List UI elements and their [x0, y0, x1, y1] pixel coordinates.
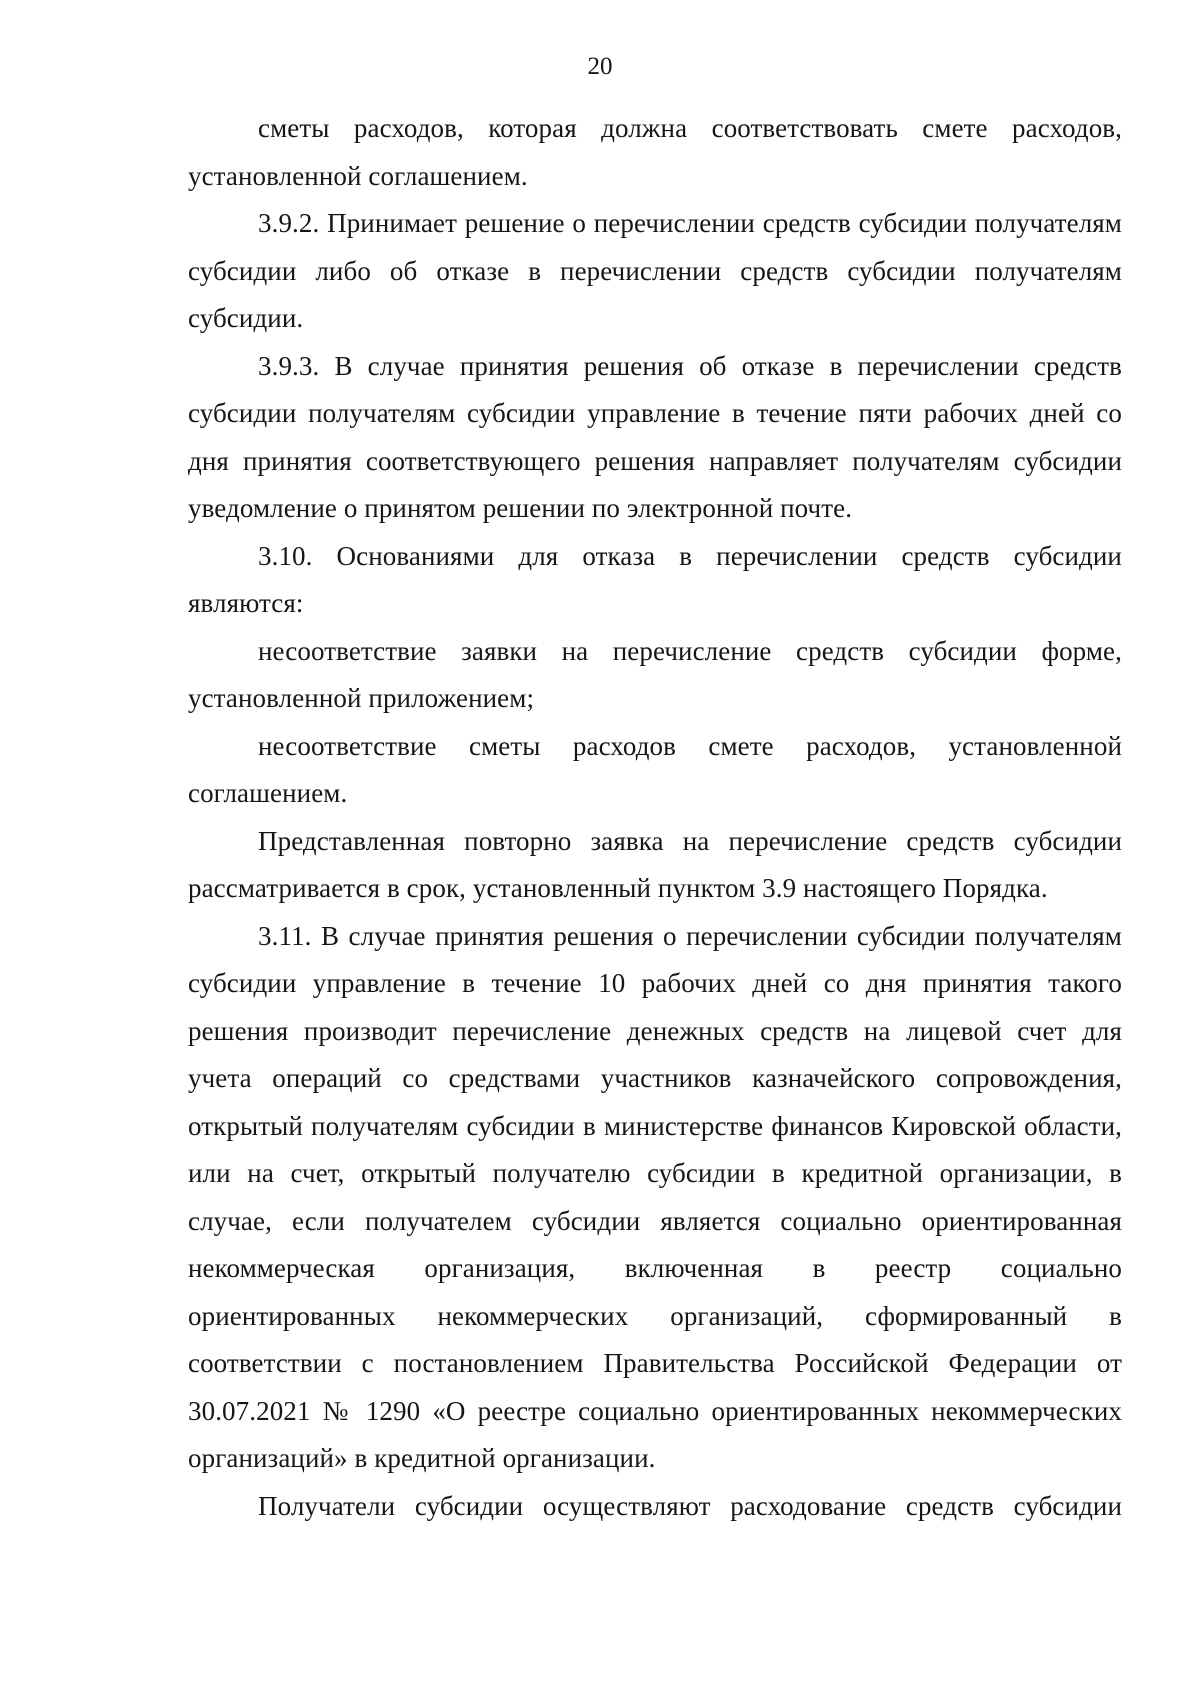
page-number: 20 [587, 53, 613, 80]
paragraph-3-9-2: 3.9.2. Принимает решение о перечислении средств субсидии получателям субсидии либо об отказе в перечислении средств субсидии получателям субсидии. [188, 208, 1122, 333]
paragraph-refusal-ground-estimate: несоответствие сметы расходов смете расходов, установленной соглашением. [188, 730, 1122, 808]
paragraph-estimate-continuation: сметы расходов, которая должна соответствовать смете расходов, установленной соглашением. [188, 113, 1122, 191]
paragraph-refusal-ground-form: несоответствие заявки на перечисление средств субсидии форме, установленной приложением; [188, 635, 1122, 713]
paragraph-spending-start: Получатели субсидии осуществляют расходование средств субсидии [258, 1490, 1122, 1521]
paragraph-resubmission: Представленная повторно заявка на перечисление средств субсидии рассматривается в срок, установленный пунктом 3.9 настоящего Порядка. [188, 825, 1122, 903]
paragraph-3-10: 3.10. Основаниями для отказа в перечислении средств субсидии являются: [188, 540, 1122, 618]
paragraph-3-11: 3.11. В случае принятия решения о перечислении субсидии получателям субсидии управление в течение 10 рабочих дней со дня принятия такого решения производит перечисление денежных средств на лицевой счет для учета операций со средствами участников казначейского сопровождения, открытый получателям субсидии в министерстве финансов Кировской области, или на счет, открытый получателю субсидии в кредитной организации, в случае, если получателем субсидии является социально ориентированная некоммерческая организация, включенная в реестр социально ориентированных некоммерческих организаций, сформированный в соответствии с постановлением Правительства Российской Федерации от 30.07.2021 № 1290 «О реестре социально ориентированных некоммерческих организаций» в кредитной организации. [188, 920, 1122, 1473]
document-body [188, 105, 1122, 1530]
paragraph-3-9-3: 3.9.3. В случае принятия решения об отказе в перечислении средств субсидии получателям субсидии управление в течение пяти рабочих дней со дня принятия соответствующего решения направляет получателям субсидии уведомление о принятом решении по электронной почте. [188, 350, 1122, 523]
